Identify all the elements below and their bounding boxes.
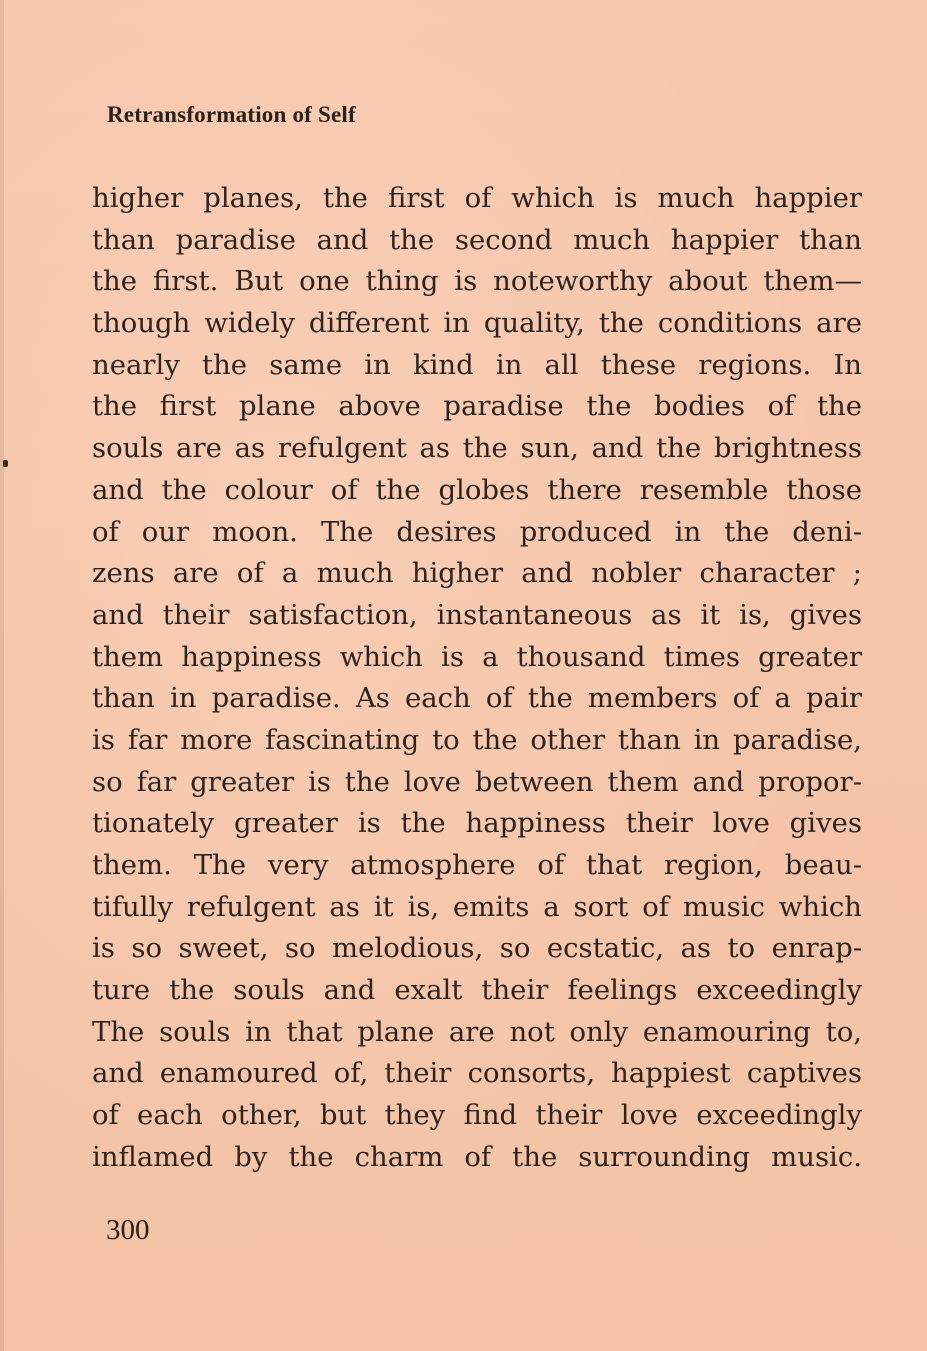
text-line: them happiness which is a thousand times greater xyxy=(92,640,862,673)
text-line: and the colour of the globes there resemble those xyxy=(92,473,862,506)
text-line: zens are of a much higher and nobler character ; xyxy=(92,557,862,590)
text-line: is so sweet, so melodious, so ecstatic, as to enrap- xyxy=(92,932,862,965)
text-line: tifully refulgent as it is, emits a sort of music which xyxy=(92,890,862,923)
text-line: is far more fascinating to the other than in paradise, xyxy=(92,723,862,756)
text-line: souls are as refulgent as the sun, and the brightness xyxy=(92,432,862,465)
text-line: the first plane above paradise the bodies of the xyxy=(92,390,862,423)
body-text xyxy=(92,178,862,1179)
text-line: than in paradise. As each of the members of a pair xyxy=(92,682,862,715)
text-line: the first. But one thing is noteworthy about them— xyxy=(92,265,862,298)
text-line: and their satisfaction, instantaneous as it is, gives xyxy=(92,598,862,631)
text-line: though widely different in quality, the conditions are xyxy=(92,307,862,340)
text-line: of our moon. The desires produced in the deni- xyxy=(92,515,862,548)
ink-speck xyxy=(3,460,8,467)
text-line: inflamed by the charm of the surrounding music. xyxy=(92,1140,862,1173)
page-number: 300 xyxy=(106,1214,150,1246)
text-line: than paradise and the second much happier than xyxy=(92,223,862,256)
text-line: tionately greater is the happiness their love gives xyxy=(92,807,862,840)
text-line: higher planes, the first of which is much happier xyxy=(92,182,862,214)
text-line: ture the souls and exalt their feelings exceedingly xyxy=(92,974,862,1007)
text-line: nearly the same in kind in all these regions. In xyxy=(92,348,862,381)
text-line: and enamoured of, their consorts, happiest captives xyxy=(92,1057,862,1090)
text-line: of each other, but they find their love exceedingly xyxy=(92,1099,862,1132)
running-head: Retransformation of Self xyxy=(107,102,356,127)
text-line: them. The very atmosphere of that region, beau- xyxy=(92,849,862,881)
text-line: so far greater is the love between them and propor- xyxy=(92,765,862,798)
page-edge-shadow xyxy=(0,0,4,1351)
text-line: The souls in that plane are not only enamouring to, xyxy=(92,1015,862,1048)
